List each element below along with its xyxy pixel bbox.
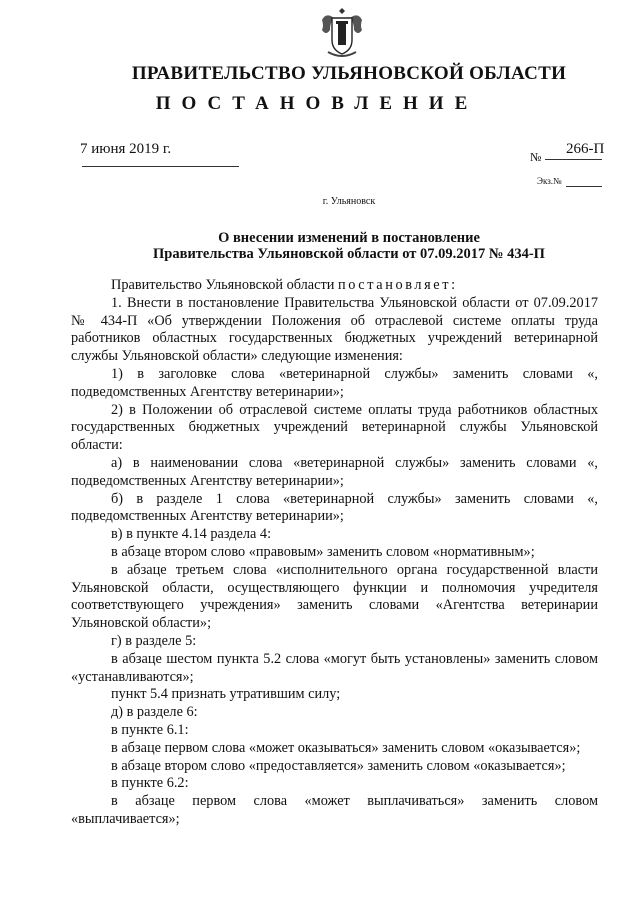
paragraph: б) в разделе 1 слова «ветеринарной службы» заменить словами «, подведомственных Агентству ветеринарии»;: [71, 490, 598, 525]
paragraph: в пункте 6.1:: [111, 721, 189, 738]
paragraph: 1) в заголовке слова «ветеринарной службы» заменить словами «, подведомственных Агентству ветеринарии»;: [71, 365, 598, 400]
date-underline: [82, 166, 239, 167]
paragraph: в пункте 6.2:: [111, 775, 189, 792]
paragraph: в абзаце третьем слова «исполнительного органа государственной власти Ульяновской области, осуществляющего функции и полномочия учредителя соответствующего учреждения» заменить словами «Агентства ветеринарии Ульяновской области»;: [71, 561, 598, 632]
paragraph: в абзаце первом слова «может выплачиваться» заменить словом «выплачивается»;: [71, 793, 598, 827]
preamble-verb: постановляет:: [337, 277, 458, 293]
number-underline: [545, 159, 602, 160]
paragraph: пункт 5.4 признать утратившим силу;: [111, 686, 341, 703]
paragraph: в абзаце втором слово «предоставляется» заменить словом «оказывается»;: [111, 757, 566, 774]
paragraph: а) в наименовании слова «ветеринарной службы» заменить словами «, подведомственных Агентству ветеринарии»;: [71, 454, 598, 489]
paragraph: 2) в Положении об отраслевой системе оплаты труда работников областных государственных бюджетных учреждений ветеринарной службы Ульяновской области:: [71, 401, 598, 454]
coat-of-arms-emblem: [318, 6, 366, 60]
preamble: [71, 277, 598, 295]
title-line-2: Правительства Ульяновской области от 07.09.2017 № 434-П: [153, 246, 545, 262]
city-name: г. Ульяновск: [322, 196, 376, 207]
paragraph: в абзаце втором слово «правовым» заменить словом «нормативным»;: [111, 543, 535, 560]
paragraph: в) в пункте 4.14 раздела 4:: [111, 526, 272, 543]
preamble-text: Правительство Ульяновской области: [111, 277, 338, 293]
document-type: ПОСТАНОВЛЕНИЕ: [155, 93, 479, 114]
paragraph: в абзаце шестом пункта 5.2 слова «могут быть установлены» заменить словом «устанавливаются»;: [71, 650, 598, 685]
decree-body: [71, 277, 598, 829]
decree-number: 266-П: [566, 141, 605, 157]
paragraph: д) в разделе 6:: [111, 704, 198, 721]
paragraph: 1. Внести в постановление Правительства Ульяновской области от 07.09.2017 № 434-П «Об утверждении Положения об отраслевой системе оплаты труда работников областных государственных бюджетных учреждений ветеринарной службы Ульяновской области» следующие изменения:: [71, 294, 598, 365]
title-line-1: О внесении изменений в постановление: [218, 230, 480, 246]
number-sign: №: [530, 150, 542, 164]
paragraph: в абзаце первом слова «может оказываться» заменить словом «оказывается»;: [111, 739, 581, 756]
copy-number-underline: [566, 186, 602, 187]
paragraph: г) в разделе 5:: [111, 632, 197, 649]
government-name: ПРАВИТЕЛЬСТВО УЛЬЯНОВСКОЙ ОБЛАСТИ: [131, 63, 567, 84]
decree-date: 7 июня 2019 г.: [80, 141, 172, 157]
copy-number-label: Экз.№: [537, 176, 562, 186]
decree-title: [0, 230, 640, 262]
